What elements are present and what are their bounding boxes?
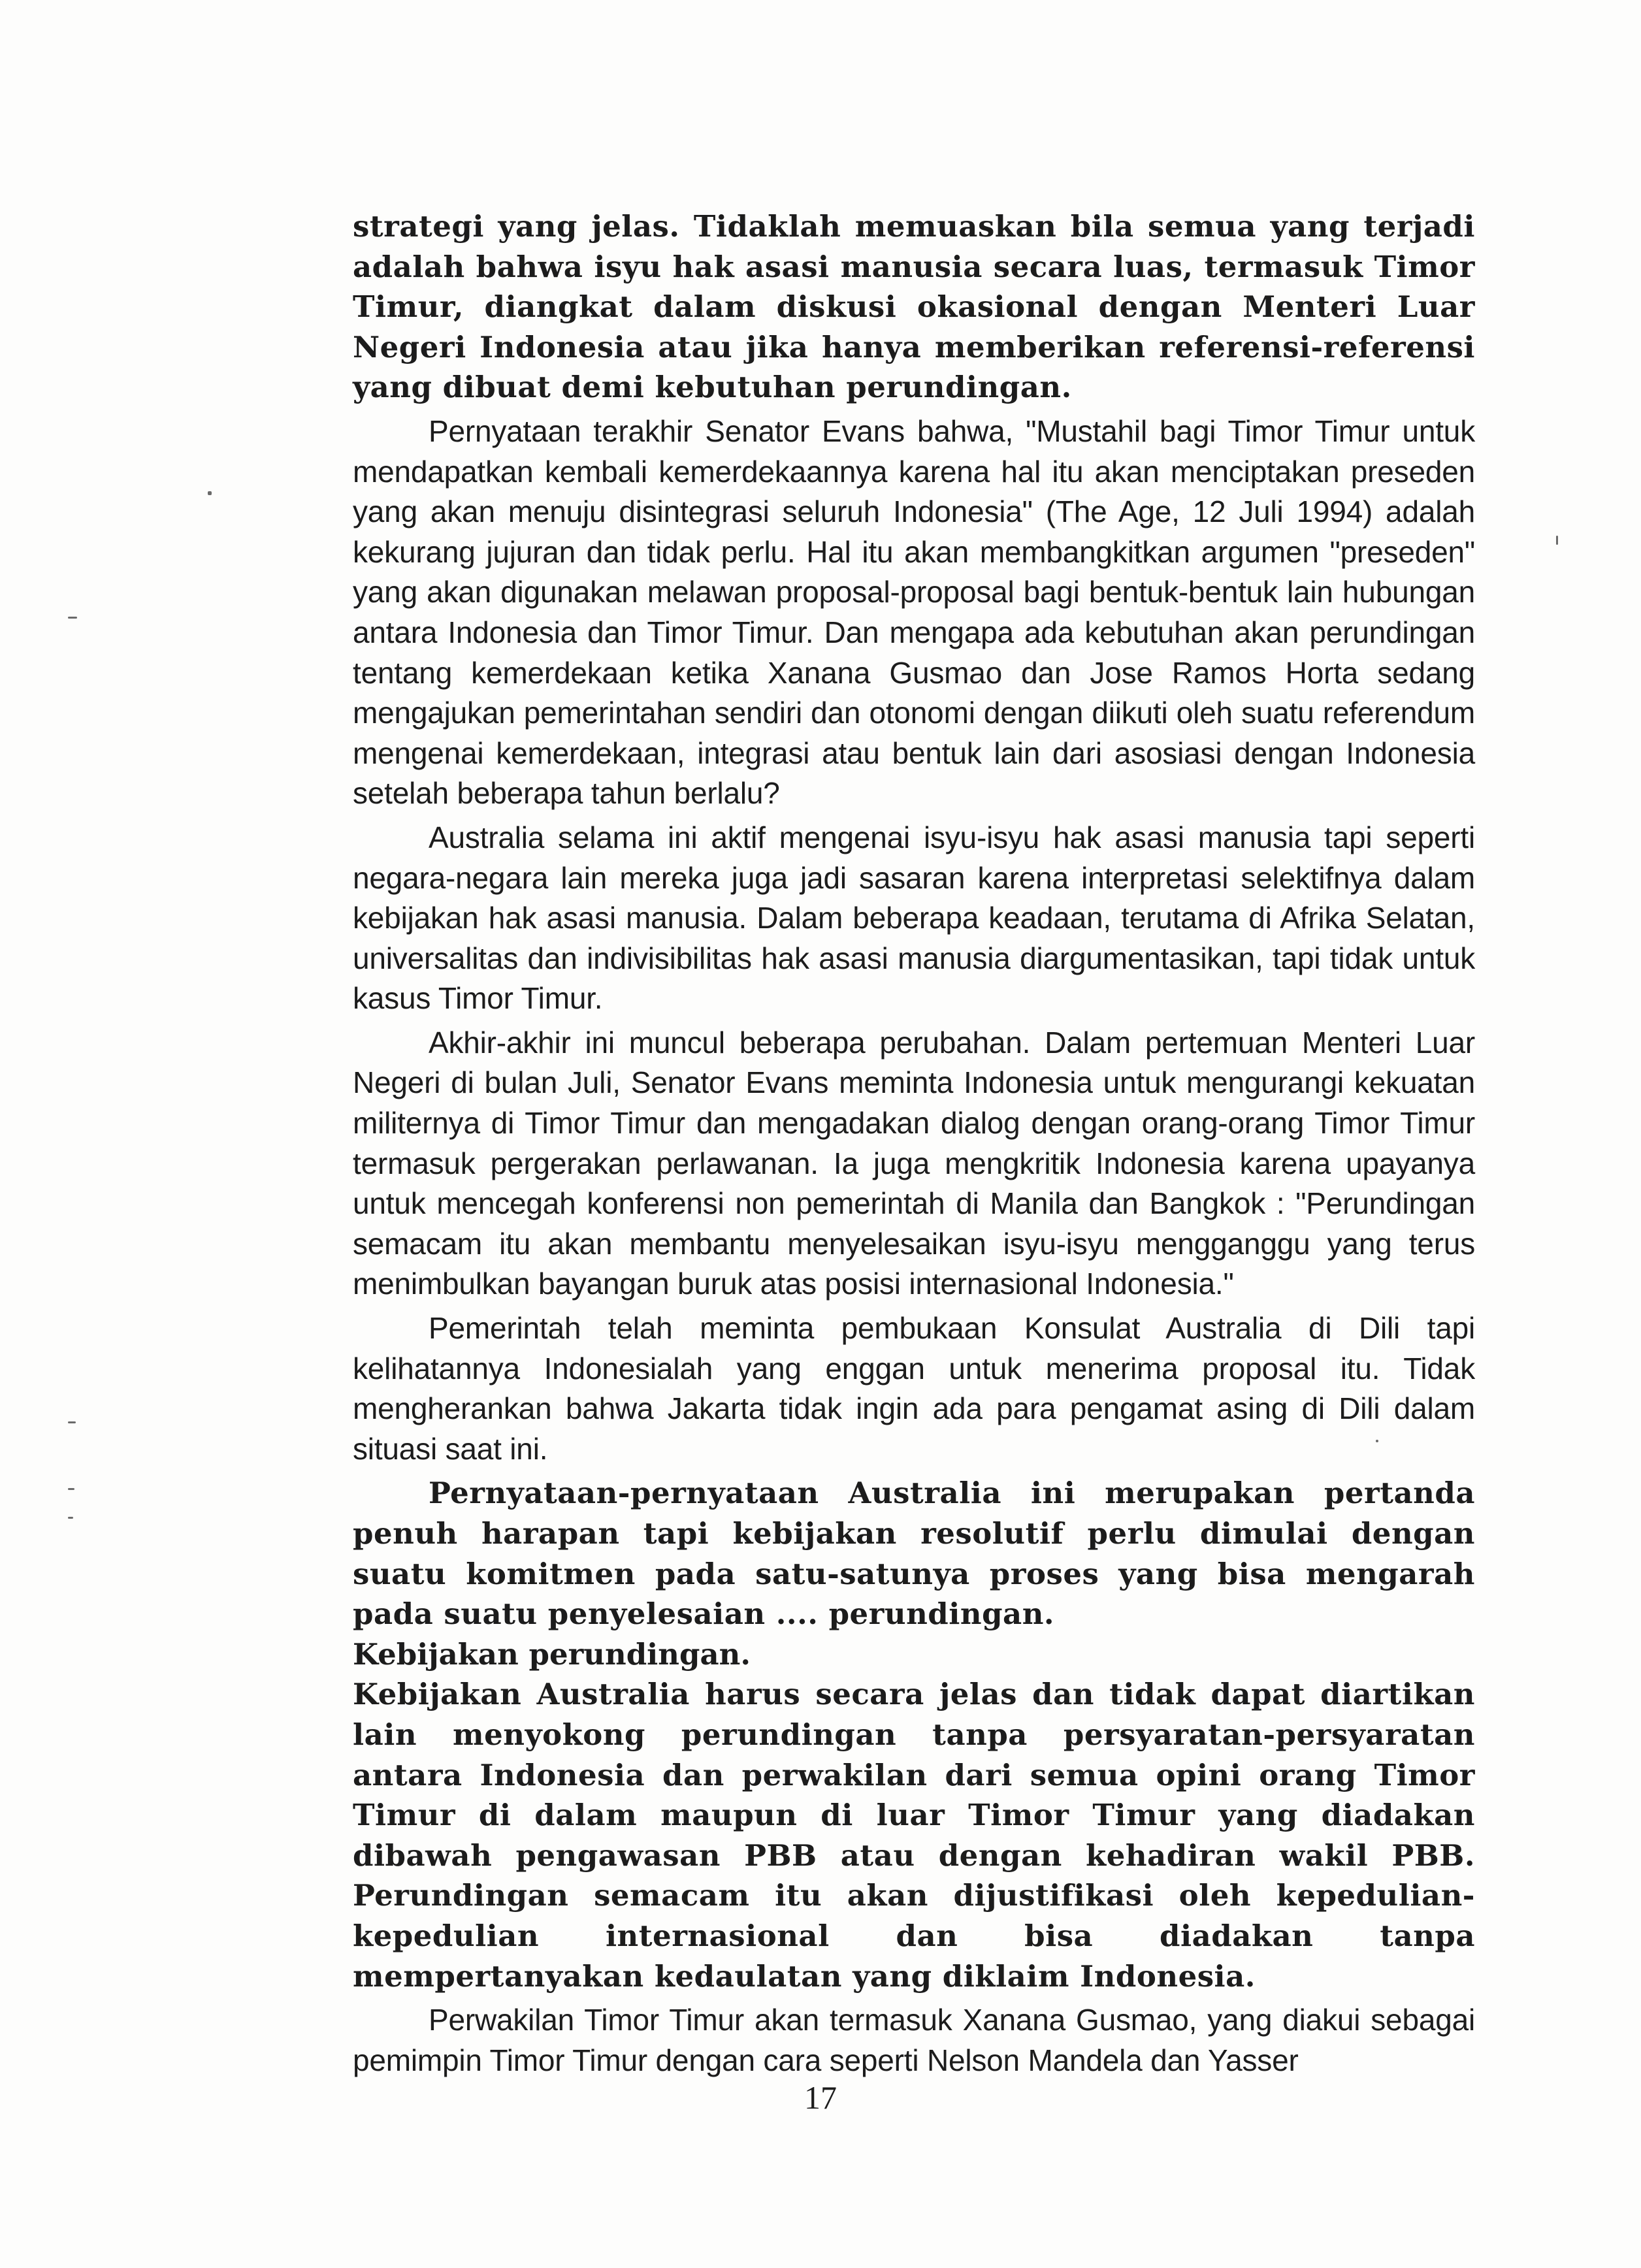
- paragraph-strategy: strategi yang jelas. Tidaklah memuaskan bila semua yang terjadi adalah bahwa isyu hak asasi manusia secara luas, termasuk Timor Timur, diangkat dalam diskusi okasional dengan Menteri Luar Negeri Indonesia atau jika hanya memberikan referensi-referensi yang dibuat demi kebutuhan perundingan.: [353, 209, 1475, 405]
- scan-speck: [1376, 1440, 1378, 1442]
- scan-speck: [68, 1421, 76, 1423]
- paragraph-australian-statements: Pernyataan-pernyataan Australia ini merupakan pertanda penuh harapan tapi kebijakan resolutif perlu dimulai dengan suatu komitmen pada satu-satunya proses yang bisa mengarah pada suatu penyelesaian .... perundingan.: [353, 1476, 1475, 1632]
- paragraph-consulate: Pemerintah telah meminta pembukaan Konsulat Australia di Dili tapi kelihatannya Indonesialah yang enggan untuk menerima proposal itu. Tidak mengherankan bahwa Jakarta tidak ingin ada para pengamat asing di Dili dalam situasi saat ini.: [353, 1311, 1475, 1466]
- paragraph-evans-statement: Pernyataan terakhir Senator Evans bahwa, "Mustahil bagi Timor Timur untuk mendapatkan kembali kemerdekaannya karena hal itu akan menciptakan preseden yang akan menuju disintegrasi seluruh Indonesia" (The Age, 12 Juli 1994) adalah kekurang jujuran dan tidak perlu. Hal itu akan membangkitkan argumen "preseden" yang akan digunakan melawan proposal-proposal bagi bentuk-bentuk lain hubungan antara Indonesia dan Timor Timur. Dan mengapa ada kebutuhan akan perundingan tentang kemerdekaan ketika Xanana Gusmao dan Jose Ramos Horta sedang mengajukan pemerintahan sendiri dan otonomi dengan diikuti oleh suatu referendum mengenai kemerdekaan, integrasi atau bentuk lain dari asosiasi dengan Indonesia setelah beberapa tahun berlalu?: [353, 413, 1475, 811]
- section-heading: Kebijakan perundingan.: [353, 1636, 751, 1672]
- paragraph-recent-changes: Akhir-akhir ini muncul beberapa perubahan. Dalam pertemuan Menteri Luar Negeri di bulan Juli, Senator Evans meminta Indonesia untuk mengurangi kekuatan militernya di Timor Timur dan mengadakan dialog dengan orang-orang Timor Timur termasuk pergerakan perlawanan. Ia juga mengkritik Indonesia karena upayanya untuk mencegah konferensi non pemerintah di Manila dan Bangkok : "Perundingan semacam itu akan membantu menyelesaikan isyu-isyu mengganggu yang terus menimbulkan bayangan buruk atas posisi internasional Indonesia.": [353, 1025, 1475, 1301]
- scan-speck: [68, 617, 77, 619]
- paragraph-human-rights: Australia selama ini aktif mengenai isyu-isyu hak asasi manusia tapi seperti negara-negara lain mereka juga jadi sasaran karena interpretasi selektifnya dalam kebijakan hak asasi manusia. Dalam beberapa keadaan, terutama di Afrika Selatan, universalitas dan indivisibilitas hak asasi manusia diargumentasikan, tapi tidak untuk kasus Timor Timur.: [353, 820, 1475, 1016]
- body-text: [353, 206, 1475, 2081]
- page-number: 17: [804, 2079, 837, 2116]
- scan-speck: [68, 1517, 73, 1519]
- scan-speck: [68, 1488, 74, 1490]
- scan-speck: [1556, 536, 1558, 545]
- paragraph-negotiation-policy: Kebijakan Australia harus secara jelas dan tidak dapat diartikan lain menyokong perundingan tanpa persyaratan-persyaratan antara Indonesia dan perwakilan dari semua opini orang Timor Timur di dalam maupun di luar Timor Timur yang diadakan dibawah pengawasan PBB atau dengan kehadiran wakil PBB. Perundingan semacam itu akan dijustifikasi oleh kepedulian-kepedulian internasional dan bisa diadakan tanpa mempertanyakan kedaulatan yang diklaim Indonesia.: [353, 1677, 1475, 1994]
- scan-speck: [208, 491, 212, 495]
- paragraph-representatives: Perwakilan Timor Timur akan termasuk Xanana Gusmao, yang diakui sebagai pemimpin Timor Timur dengan cara seperti Nelson Mandela dan Yasser: [353, 2003, 1475, 2077]
